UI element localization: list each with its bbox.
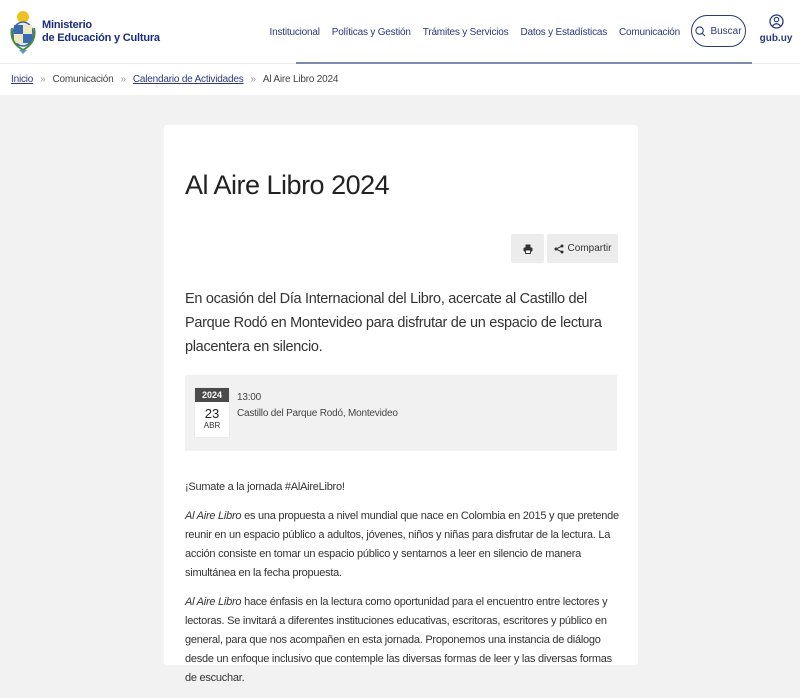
- paragraph: ¡Sumate a la jornada #AlAireLibro!: [185, 481, 345, 493]
- nav-politicas-gestion[interactable]: Políticas y Gestión: [331, 26, 411, 38]
- breadcrumb-separator: »: [250, 74, 256, 85]
- breadcrumb: [0, 64, 800, 95]
- event-info: [185, 375, 617, 451]
- breadcrumb-separator: »: [120, 74, 126, 85]
- coat-of-arms-logo[interactable]: [9, 8, 37, 56]
- share-icon: [554, 244, 564, 254]
- nav-comunicacion[interactable]: Comunicación: [619, 26, 680, 38]
- breadcrumb-calendario[interactable]: Calendario de Actividades: [132, 74, 244, 85]
- breadcrumb-current: Al Aire Libro 2024: [262, 74, 339, 85]
- search-icon: [695, 26, 706, 37]
- search-button[interactable]: [691, 15, 746, 47]
- gub-uy-login[interactable]: [758, 13, 794, 44]
- main-nav: [180, 0, 686, 64]
- breadcrumb-inicio[interactable]: Inicio: [11, 74, 34, 85]
- nav-tramites-servicios[interactable]: Trámites y Servicios: [422, 26, 509, 38]
- event-date-badge: [195, 388, 229, 437]
- brand-name[interactable]: Ministerio de Educación y Cultura: [42, 19, 160, 44]
- gub-uy-label: gub.uy: [759, 33, 793, 44]
- print-icon: [523, 244, 533, 254]
- paragraph: Al Aire Libro hace énfasis en la lectura como oportunidad para el encuentro entre lectores y lectoras. Se invitará a diferentes instituciones educativas, escritoras, escritores y público en general, para que nos acompañen en esta jornada. Proponemos una instancia de diálogo desde un enfoque inclusivo que contemple las diversas formas de leer y las diversas formas de escuchar.: [185, 596, 612, 684]
- share-label: Compartir: [567, 243, 612, 254]
- article-lead: En ocasión del Día Internacional del Libro, acercate al Castillo del Parque Rodó en Montevideo para disfrutar de un espacio de lectura placentera en silencio.: [185, 291, 602, 355]
- paragraph: Al Aire Libro es una propuesta a nivel mundial que nace en Colombia en 2015 y que pretende reunir en un espacio público a adultos, jóvenes, niños y niñas para disfrutar de la lectura. La acción consiste en tomar un espacio público y sentarnos a leer en silencio de manera simultánea en la fecha propuesta.: [185, 510, 619, 579]
- article-card: [164, 125, 638, 684]
- page-title: Al Aire Libro 2024: [185, 170, 390, 200]
- nav-institucional[interactable]: Institucional: [269, 26, 320, 38]
- event-month: ABR: [203, 421, 221, 430]
- breadcrumb-comunicacion: Comunicación: [52, 74, 114, 85]
- nav-datos-estadisticas[interactable]: Datos y Estadísticas: [520, 26, 608, 38]
- share-button[interactable]: [547, 234, 618, 263]
- search-label: Buscar: [710, 25, 742, 37]
- user-icon: [769, 13, 784, 30]
- event-time: 13:00: [237, 392, 262, 403]
- event-place: Castillo del Parque Rodó, Montevideo: [237, 408, 398, 419]
- article-body: [185, 478, 625, 698]
- breadcrumb-separator: »: [40, 74, 46, 85]
- print-button[interactable]: [511, 234, 544, 263]
- event-year: 2024: [195, 388, 229, 402]
- site-header: [0, 0, 800, 64]
- event-day: 23: [204, 406, 220, 421]
